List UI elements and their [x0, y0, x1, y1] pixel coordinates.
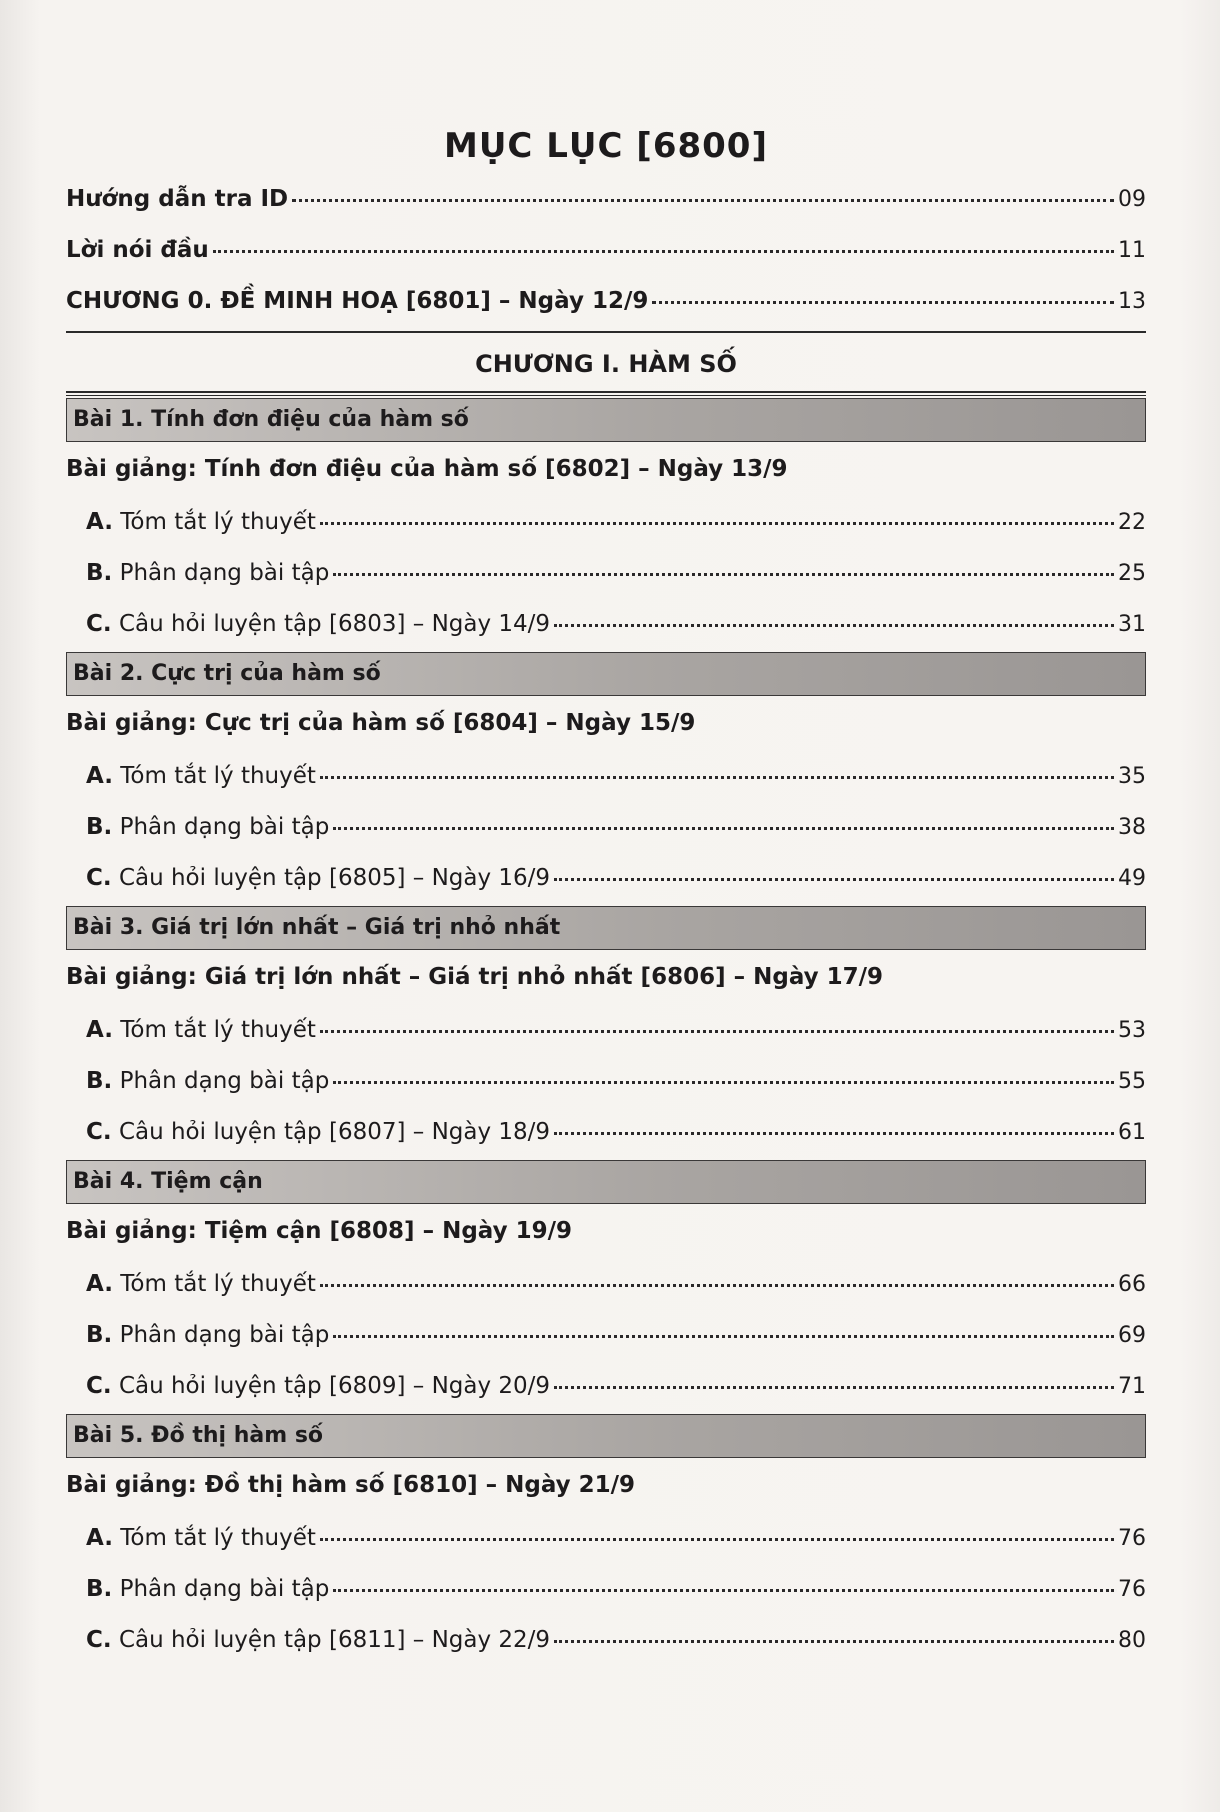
toc-entry-label: Hướng dẫn tra ID [66, 186, 289, 212]
toc-entry-page: 80 [1118, 1628, 1146, 1653]
toc-entry-prefix: A. [86, 1525, 113, 1551]
lecture-title: Bài giảng: Giá trị lớn nhất – Giá trị nhỏ nhất [6806] – Ngày 17/9 [66, 964, 884, 990]
lesson-heading: Bài 3. Giá trị lớn nhất – Giá trị nhỏ nhất [66, 906, 1146, 950]
toc-entry-prefix: A. [86, 1271, 113, 1297]
toc-entry-label: CHƯƠNG 0. ĐỀ MINH HOẠ [6801] – Ngày 12/9 [66, 288, 649, 314]
dot-leader [320, 1030, 1114, 1033]
toc-entry-label [86, 1361, 550, 1412]
toc-entry-label [86, 1056, 329, 1107]
dot-leader [554, 1132, 1114, 1135]
toc-entry-label [86, 1615, 550, 1666]
toc-entry-label [86, 802, 329, 853]
toc-entry-prefix: C. [86, 1373, 112, 1399]
toc-entry-page: 09 [1118, 187, 1146, 212]
toc-entry-page: 49 [1118, 866, 1146, 891]
toc-entry-prefix: B. [86, 814, 113, 840]
toc-entry-label [86, 1310, 329, 1361]
lesson-heading: Bài 5. Đồ thị hàm số [66, 1414, 1146, 1458]
toc-entry-text: Câu hỏi luyện tập [6803] – Ngày 14/9 [118, 611, 551, 637]
toc-entry-label [86, 599, 550, 650]
dot-leader [554, 878, 1114, 881]
toc-entry-label [86, 548, 329, 599]
toc-entry-text: Phân dạng bài tập [119, 1068, 330, 1094]
toc-entry-page: 11 [1118, 238, 1146, 263]
toc-entry-page: 66 [1118, 1272, 1146, 1297]
toc-entry-prefix: C. [86, 1119, 112, 1145]
dot-leader [554, 1640, 1114, 1643]
dot-leader [213, 250, 1114, 253]
toc-entry [66, 497, 1146, 548]
toc-entry-label [86, 1107, 550, 1158]
toc-entry-label [86, 1259, 316, 1310]
dot-leader [320, 776, 1114, 779]
toc-entry-text: Tóm tắt lý thuyết [120, 1017, 316, 1043]
lesson-block [66, 1414, 1146, 1666]
toc-entry-page: 31 [1118, 612, 1146, 637]
toc-entry-text: Phân dạng bài tập [119, 814, 330, 840]
toc-entry-prefix: B. [86, 1322, 113, 1348]
toc-entry-prefix: C. [86, 1627, 112, 1653]
toc-entry-label: Lời nói đầu [66, 237, 209, 263]
toc-entry-page: 25 [1118, 561, 1146, 586]
lesson-heading: Bài 1. Tính đơn điệu của hàm số [66, 398, 1146, 442]
toc-entry-text: Tóm tắt lý thuyết [120, 1525, 316, 1551]
toc-entry [66, 174, 1146, 225]
lesson-heading: Bài 2. Cực trị của hàm số [66, 652, 1146, 696]
lesson-block [66, 906, 1146, 1158]
lesson-block [66, 1160, 1146, 1412]
toc-entry-text: Phân dạng bài tập [119, 1322, 330, 1348]
toc [66, 118, 1146, 1666]
toc-entry-page: 69 [1118, 1323, 1146, 1348]
toc-entry [66, 1615, 1146, 1666]
toc-entry-page: 76 [1118, 1577, 1146, 1602]
toc-entry [66, 751, 1146, 802]
toc-entry-text: Câu hỏi luyện tập [6811] – Ngày 22/9 [118, 1627, 551, 1653]
toc-entry-text: Tóm tắt lý thuyết [120, 763, 316, 789]
toc-entry [66, 276, 1146, 327]
page-title: MỤC LỤC [6800] [443, 126, 768, 166]
lesson-block [66, 652, 1146, 904]
toc-entry-prefix: C. [86, 865, 112, 891]
toc-entry [66, 548, 1146, 599]
toc-entry-text: Phân dạng bài tập [119, 1576, 330, 1602]
dot-leader [333, 1081, 1114, 1084]
toc-entry [66, 1361, 1146, 1412]
toc-entry-label [86, 1005, 316, 1056]
dot-leader [320, 1284, 1114, 1287]
lecture-title: Bài giảng: Tiệm cận [6808] – Ngày 19/9 [66, 1218, 573, 1244]
toc-entry-page: 22 [1118, 510, 1146, 535]
toc-entry-label [86, 1513, 316, 1564]
dot-leader [333, 573, 1114, 576]
toc-entry-page: 76 [1118, 1526, 1146, 1551]
dot-leader [292, 199, 1114, 202]
lecture-title: Bài giảng: Cực trị của hàm số [6804] – Ngày 15/9 [66, 710, 696, 736]
toc-entry-page: 35 [1118, 764, 1146, 789]
toc-entry-page: 53 [1118, 1018, 1146, 1043]
dot-leader [320, 1538, 1114, 1541]
toc-entry-label [86, 751, 316, 802]
dot-leader [652, 301, 1114, 304]
toc-entry-page: 55 [1118, 1069, 1146, 1094]
toc-entry-prefix: B. [86, 1576, 113, 1602]
toc-entry-prefix: C. [86, 611, 112, 637]
lesson-block [66, 398, 1146, 650]
toc-entry-text: Câu hỏi luyện tập [6805] – Ngày 16/9 [118, 865, 551, 891]
toc-entry [66, 1310, 1146, 1361]
dot-leader [333, 827, 1114, 830]
lecture-title: Bài giảng: Tính đơn điệu của hàm số [6802] – Ngày 13/9 [66, 456, 788, 482]
divider [66, 391, 1146, 396]
toc-entry-prefix: B. [86, 560, 113, 586]
lesson-heading: Bài 4. Tiệm cận [66, 1160, 1146, 1204]
toc-entry-text: Câu hỏi luyện tập [6807] – Ngày 18/9 [118, 1119, 551, 1145]
dot-leader [554, 624, 1114, 627]
toc-entry-page: 61 [1118, 1120, 1146, 1145]
dot-leader [333, 1335, 1114, 1338]
toc-entry-prefix: A. [86, 1017, 113, 1043]
toc-entry [66, 853, 1146, 904]
toc-entry-label [86, 853, 550, 904]
toc-entry [66, 1259, 1146, 1310]
toc-entry-prefix: B. [86, 1068, 113, 1094]
dot-leader [333, 1589, 1114, 1592]
toc-entry-page: 71 [1118, 1374, 1146, 1399]
toc-entry-label [86, 1564, 329, 1615]
toc-entry [66, 599, 1146, 650]
toc-entry-text: Phân dạng bài tập [119, 560, 330, 586]
dot-leader [320, 522, 1114, 525]
dot-leader [554, 1386, 1114, 1389]
toc-entry [66, 225, 1146, 276]
toc-entry-text: Tóm tắt lý thuyết [120, 1271, 316, 1297]
toc-entry [66, 1513, 1146, 1564]
toc-entry-text: Câu hỏi luyện tập [6809] – Ngày 20/9 [118, 1373, 551, 1399]
toc-entry-label [86, 497, 316, 548]
lecture-title: Bài giảng: Đồ thị hàm số [6810] – Ngày 21/9 [66, 1472, 636, 1498]
lessons-list [66, 398, 1146, 1666]
toc-entry [66, 1107, 1146, 1158]
toc-entry-prefix: A. [86, 509, 113, 535]
toc-entry [66, 1056, 1146, 1107]
toc-entry [66, 1005, 1146, 1056]
toc-entry [66, 1564, 1146, 1615]
toc-entry-page: 38 [1118, 815, 1146, 840]
toc-entry-prefix: A. [86, 763, 113, 789]
chapter-heading: CHƯƠNG I. HÀM SỐ [475, 350, 737, 378]
toc-entry-page: 13 [1118, 289, 1146, 314]
toc-entry-text: Tóm tắt lý thuyết [120, 509, 316, 535]
toc-entry [66, 802, 1146, 853]
